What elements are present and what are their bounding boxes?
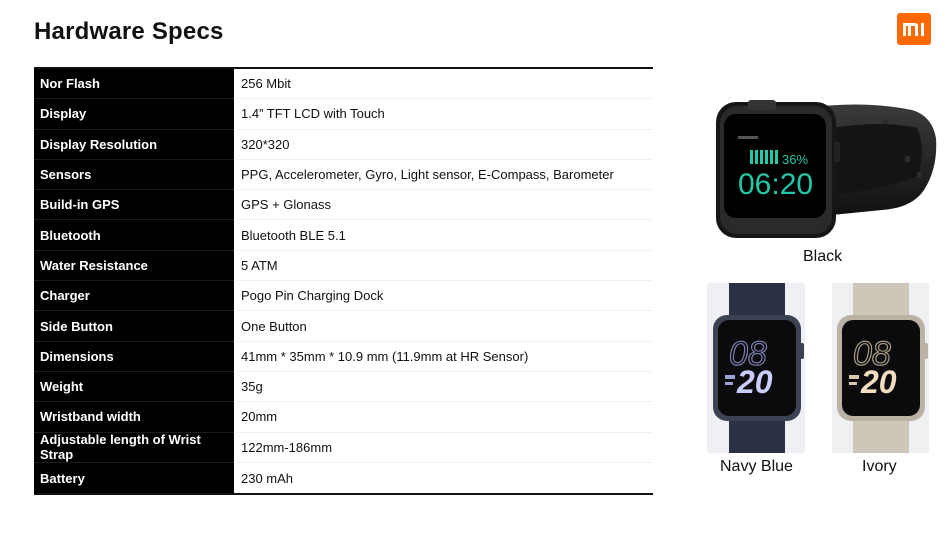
spec-value: Bluetooth BLE 5.1	[234, 220, 653, 250]
spec-table	[34, 67, 653, 495]
spec-label: Build-in GPS	[34, 190, 234, 220]
spec-value: 320*320	[234, 130, 653, 160]
spec-row	[34, 433, 653, 463]
spec-label: Nor Flash	[34, 69, 234, 99]
spec-row	[34, 69, 653, 99]
spec-label: Display Resolution	[34, 130, 234, 160]
spec-value: 1.4” TFT LCD with Touch	[234, 99, 653, 129]
spec-row	[34, 220, 653, 250]
spec-row	[34, 190, 653, 220]
spec-label: Bluetooth	[34, 220, 234, 250]
spec-value: 35g	[234, 372, 653, 402]
spec-value: 41mm * 35mm * 10.9 mm (11.9mm at HR Sensor)	[234, 342, 653, 372]
spec-value: 122mm-186mm	[234, 433, 653, 463]
caption-ivory: Ivory	[862, 458, 897, 475]
black-watch-image	[712, 98, 938, 243]
spec-value: Pogo Pin Charging Dock	[234, 281, 653, 311]
page-title: Hardware Specs	[34, 18, 224, 45]
spec-row	[34, 251, 653, 281]
ivory-hour: 08	[853, 335, 891, 373]
spec-label: Charger	[34, 281, 234, 311]
spec-row	[34, 342, 653, 372]
spec-value: GPS + Glonass	[234, 190, 653, 220]
spec-row	[34, 402, 653, 432]
spec-label: Dimensions	[34, 342, 234, 372]
ivory-watch-image	[832, 283, 929, 453]
spec-label: Adjustable length of Wrist Strap	[34, 433, 234, 463]
caption-black: Black	[803, 248, 843, 265]
ivory-minute: 20	[861, 364, 897, 400]
spec-label: Display	[34, 99, 234, 129]
spec-row	[34, 463, 653, 493]
spec-row	[34, 281, 653, 311]
spec-row	[34, 160, 653, 190]
spec-value: One Button	[234, 311, 653, 341]
spec-value: 230 mAh	[234, 463, 653, 493]
spec-label: Side Button	[34, 311, 234, 341]
spec-value: 20mm	[234, 402, 653, 432]
spec-label: Sensors	[34, 160, 234, 190]
spec-value: 5 ATM	[234, 251, 653, 281]
mi-logo-icon	[897, 13, 931, 45]
black-watch-time: 06:20	[738, 168, 814, 201]
spec-label: Battery	[34, 463, 234, 493]
spec-row	[34, 99, 653, 129]
navy-minute: 20	[737, 364, 773, 400]
battery-readout: 36%	[782, 152, 809, 167]
navy-watch-image	[707, 283, 805, 453]
spec-row	[34, 130, 653, 160]
spec-value: 256 Mbit	[234, 69, 653, 99]
spec-row	[34, 372, 653, 402]
navy-hour: 08	[729, 335, 767, 373]
spec-label: Water Resistance	[34, 251, 234, 281]
spec-label: Wristband width	[34, 402, 234, 432]
spec-value: PPG, Accelerometer, Gyro, Light sensor, E-Compass, Barometer	[234, 160, 653, 190]
caption-navy-blue: Navy Blue	[720, 458, 793, 475]
spec-label: Weight	[34, 372, 234, 402]
spec-row	[34, 311, 653, 341]
